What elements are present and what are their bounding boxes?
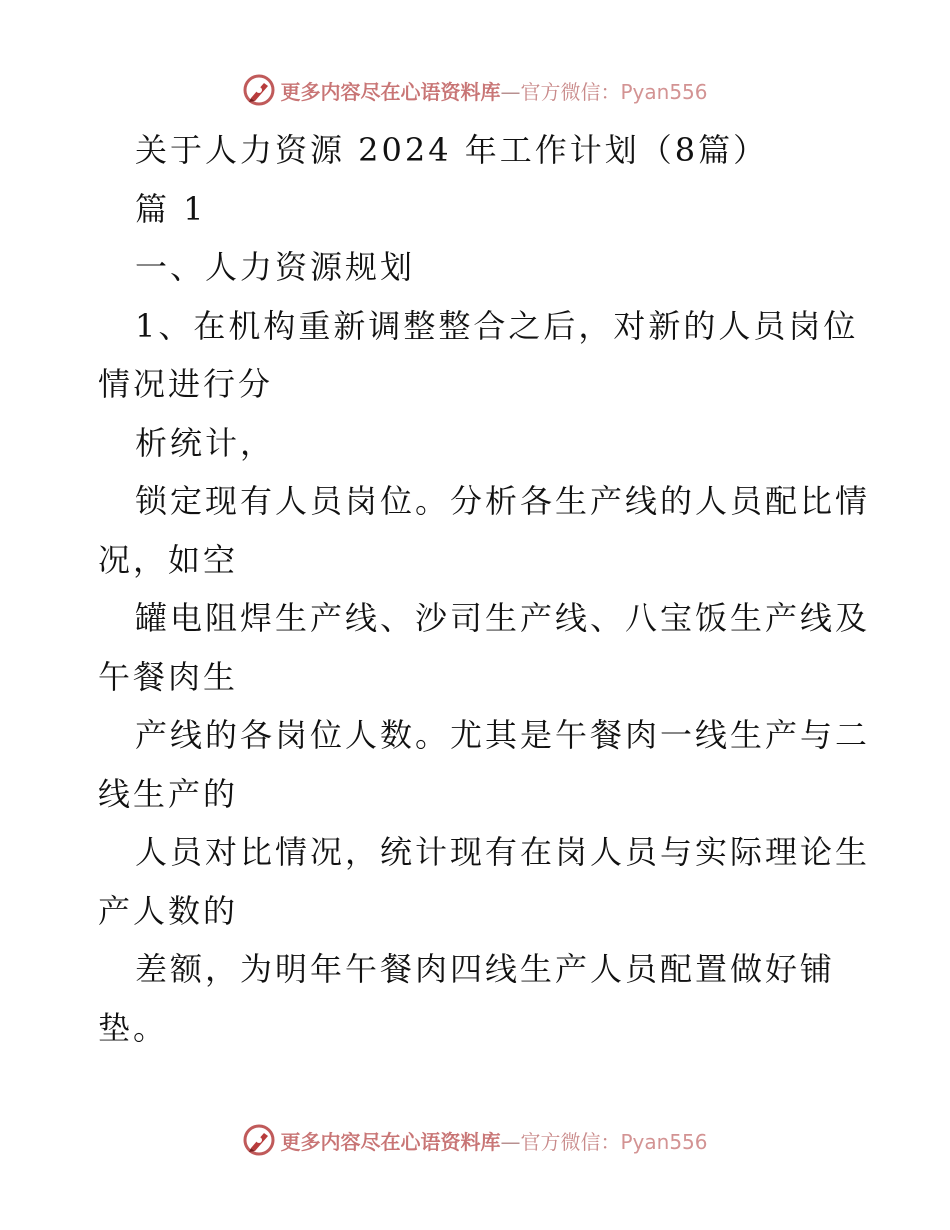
paragraph-line: 产人数的 (98, 891, 239, 930)
paragraph-line: 情况进行分 (98, 365, 274, 403)
watermark-title: 更多内容尽在心语资料库 (280, 79, 501, 104)
paragraph-line: 午餐肉生 (98, 657, 239, 696)
subsection-heading: 一、人力资源规划 (135, 248, 416, 286)
watermark-separator: — (500, 79, 521, 104)
watermark-title: 更多内容尽在心语资料库 (280, 1129, 501, 1154)
document-body (98, 121, 871, 1057)
paragraph-line: 罐电阻焊生产线、沙司生产线、八宝饭生产线及 (135, 599, 871, 637)
watermark-separator: — (500, 1129, 521, 1154)
footer-watermark (0, 1120, 950, 1160)
watermark-contact-label: 官方微信： (520, 1129, 621, 1154)
paragraph-line: 锁定现有人员岗位。分析各生产线的人员配比情 (135, 482, 871, 520)
paragraph-line: 差额，为明年午餐肉四线生产人员配置做好铺 (135, 950, 836, 988)
paragraph-line: 垫。 (98, 1008, 169, 1047)
header-watermark (0, 70, 950, 110)
paragraph-line: 1、在机构重新调整整合之后，对新的人员岗位 (135, 306, 859, 345)
pen-logo-icon (242, 1123, 276, 1157)
pen-logo-icon (242, 73, 276, 107)
paragraph-line: 况，如空 (98, 540, 239, 579)
paragraph-line: 产线的各岗位人数。尤其是午餐肉一线生产与二 (135, 716, 871, 754)
section-heading: 篇 1 (135, 189, 207, 228)
document-title: 关于人力资源 2024 年工作计划（8篇） (135, 131, 769, 169)
paragraph-line: 析统计， (135, 423, 276, 462)
paragraph-line: 线生产的 (98, 774, 239, 813)
watermark-wechat-id: Pyan556 (620, 79, 708, 104)
watermark-contact-label: 官方微信： (520, 79, 621, 104)
paragraph-line: 人员对比情况，统计现有在岗人员与实际理论生 (135, 833, 871, 871)
watermark-wechat-id: Pyan556 (620, 1129, 708, 1154)
